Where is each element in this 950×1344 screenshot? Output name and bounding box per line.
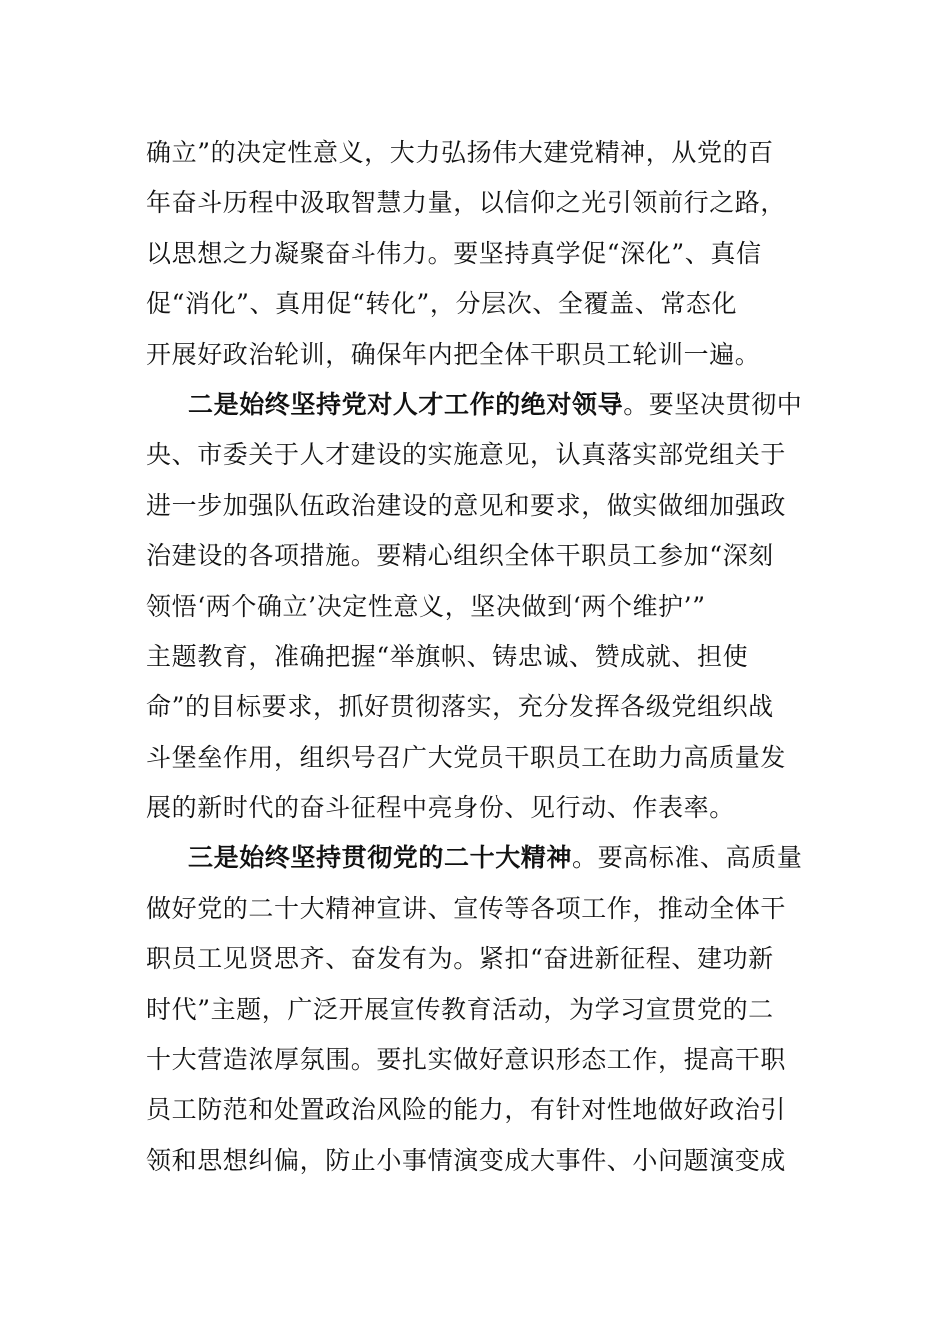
paragraph-heading: 三是始终坚持贯彻党的二十大精神 bbox=[188, 843, 573, 873]
paragraph-1 bbox=[146, 128, 806, 380]
text-line: 年奋斗历程中汲取智慧力量，以信仰之光引领前行之路， bbox=[146, 188, 787, 218]
text-line bbox=[146, 380, 806, 430]
paragraph-heading: 二是始终坚持党对人才工作的绝对领导 bbox=[188, 389, 624, 419]
text-line: 展的新时代的奋斗征程中亮身份、见行动、作表率。 bbox=[146, 793, 735, 823]
text-line: 主题教育，准确把握“举旗帜、铸忠诚、赞成就、担使 bbox=[146, 641, 749, 671]
text-line: 十大营造浓厚氛围。要扎实做好意识形态工作，提高干职 bbox=[146, 1045, 787, 1075]
text-line bbox=[146, 833, 806, 883]
text-line: 进一步加强队伍政治建设的意见和要求，做实做细加强政 bbox=[146, 490, 787, 520]
text-line: 做好党的二十大精神宣讲、宣传等各项工作，推动全体干 bbox=[146, 893, 787, 923]
text-line: 时代”主题，广泛开展宣传教育活动，为学习宣贯党的二 bbox=[146, 994, 774, 1024]
text-line: 以思想之力凝聚奋斗伟力。要坚持真学促“深化”、真信 bbox=[146, 238, 762, 268]
paragraph-3 bbox=[146, 833, 806, 1186]
text-line: 治建设的各项措施。要精心组织全体干职员工参加“深刻 bbox=[146, 541, 774, 571]
text-line: 开展好政治轮训，确保年内把全体干职员工轮训一遍。 bbox=[146, 339, 761, 369]
text-line: 领悟‘两个确立’决定性意义，坚决做到‘两个维护’” bbox=[146, 591, 706, 621]
text-line: 斗堡垒作用，组织号召广大党员干职员工在助力高质量发 bbox=[146, 742, 787, 772]
text-line: 命”的目标要求，抓好贯彻落实，充分发挥各级党组织战 bbox=[146, 692, 774, 722]
text-line: 央、市委关于人才建设的实施意见，认真落实部党组关于 bbox=[146, 440, 787, 470]
text-line: 确立”的决定性意义，大力弘扬伟大建党精神，从党的百 bbox=[146, 138, 774, 167]
text-run: 。要高标准、高质量 bbox=[572, 843, 803, 873]
text-line: 促“消化”、真用促“转化”，分层次、全覆盖、常态化 bbox=[146, 289, 738, 319]
body-text bbox=[146, 128, 806, 1186]
paragraph-2 bbox=[146, 380, 806, 834]
text-run: 。要坚决贯彻中 bbox=[623, 389, 803, 419]
text-line: 职员工见贤思齐、奋发有为。紧扣“奋进新征程、建功新 bbox=[146, 944, 774, 974]
text-line: 员工防范和处置政治风险的能力，有针对性地做好政治引 bbox=[146, 1095, 787, 1125]
text-line: 领和思想纠偏，防止小事情演变成大事件、小问题演变成 bbox=[146, 1145, 787, 1175]
